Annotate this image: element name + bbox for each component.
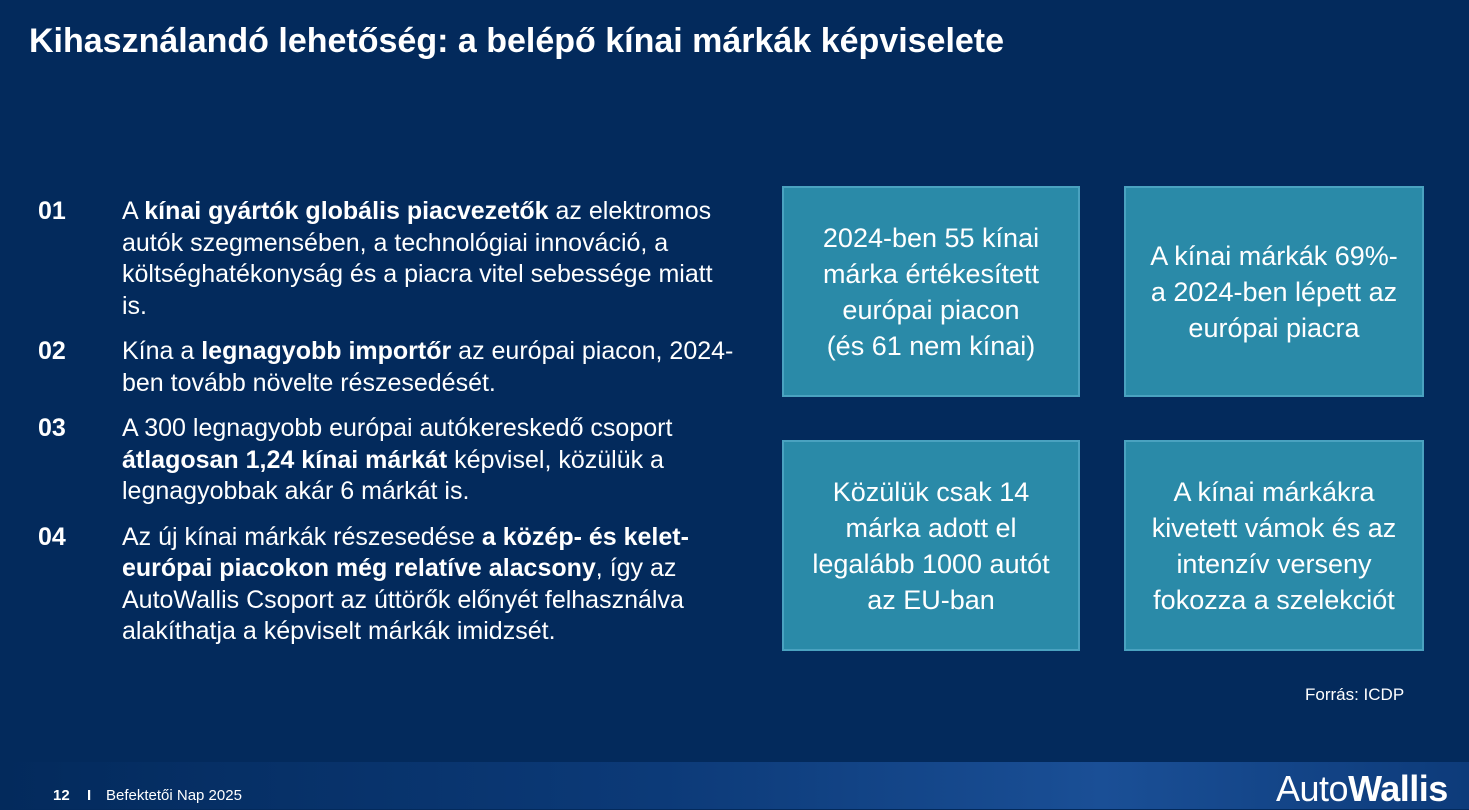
page-number: 12 [53,787,70,804]
source-note: Forrás: ICDP [1305,685,1405,704]
fact-box: A kínai márkák 69%- a 2024-ben lépett az európai piacra [1124,186,1424,397]
item-text: A 300 legnagyobb európai autókereskedő csoport átlagosan 1,24 kínai márkát képvisel, közülük a legnagyobbak akár 6 márkát is. [122,414,673,505]
item-text: Kína a legnagyobb importőr az európai piacon, 2024-ben tovább növelte részesedését. [122,337,734,397]
list-item [38,522,738,648]
autowallis-logo: AutoWallis [1276,768,1448,809]
fact-box: 2024-ben 55 kínai márka értékesített európai piacon (és 61 nem kínai) [782,186,1080,397]
list-item [38,413,738,508]
item-number: 04 [38,522,66,551]
item-text: Az új kínai márkák részesedése a közép- és kelet-európai piacokon még relatíve alacsony, így az AutoWallis Csoport az úttörők előnyét felhasználva alakíthatja a képviselt márkák imidzsét. [122,522,689,645]
footer-separator: I [87,787,92,804]
list-item [38,336,738,399]
list-item [38,196,738,322]
item-number: 02 [38,337,66,365]
bullet-list [38,196,738,648]
item-number: 03 [38,414,66,442]
slide-title: Kihasználandó lehetőség: a belépő kínai márkák képviselete [29,22,1005,60]
item-number: 01 [38,197,66,225]
item-text: A kínai gyártók globális piacvezetők az elektromos autók szegmensében, a technológiai innováció, a költséghatékonyság és a piacra vitel sebessége miatt is. [122,197,713,320]
fact-box: A kínai márkákra kivetett vámok és az intenzív verseny fokozza a szelekciót [1124,440,1424,651]
fact-box: Közülük csak 14 márka adott el legalább 1000 autót az EU-ban [782,440,1080,651]
footer-event: Befektetői Nap 2025 [106,787,242,804]
